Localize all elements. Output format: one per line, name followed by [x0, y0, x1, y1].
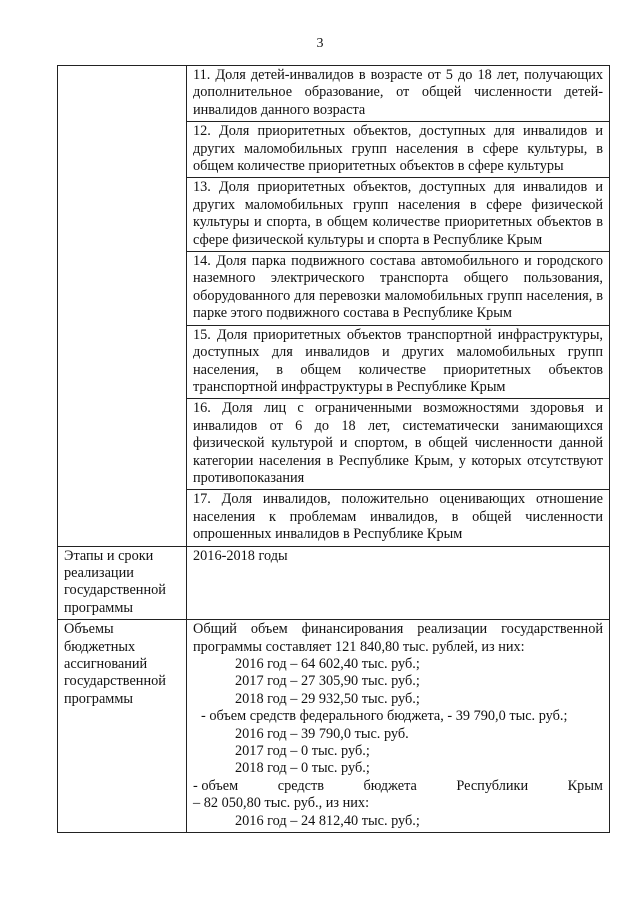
indicator-14: 14. Доля парка подвижного состава автомобильного и городского наземного электрического транспорта общего пользования, оборудованного для перевозки маломобильных групп населения, в парке этого подвижного состава в Республике Крым — [187, 252, 610, 326]
funding-federal-2017: 2017 год – 0 тыс. руб.; — [235, 743, 370, 760]
page-number: 3 — [316, 36, 324, 51]
table-row — [58, 546, 610, 620]
indicator-13: 13. Доля приоритетных объектов, доступных для инвалидов и других маломобильных групп населения в сфере физической культуры и спорта, в общем количестве приоритетных объектов в сфере физической культуры и спорта в Республике Крым — [187, 178, 610, 252]
funding-regional-word: - объем — [193, 777, 239, 794]
stages-label: Этапы и сроки реализации государственной программы — [58, 546, 187, 620]
table-row — [58, 66, 610, 122]
indicator-16: 16. Доля лиц с ограниченными возможностями здоровья и инвалидов от 6 до 18 лет, систематически занимающихся физической культурой и спортом, в общей численности данной категории населения в Республике Крым, у которых отсутствуют противопоказания — [187, 399, 610, 490]
funding-regional-word: бюджета — [363, 777, 417, 794]
program-passport-table — [57, 65, 610, 833]
indicators-label-cell — [58, 66, 187, 547]
funding-regional-word: средств — [277, 777, 324, 794]
funding-cell — [187, 620, 610, 833]
indicator-17: 17. Доля инвалидов, положительно оценивающих отношение населения к проблемам инвалидов, в общей численности опрошенных инвалидов в Республике Крым — [187, 490, 610, 546]
indicator-11: 11. Доля детей-инвалидов в возрасте от 5 до 18 лет, получающих дополнительное образование, от общей численности детей-инвалидов данного возраста — [187, 66, 610, 122]
funding-regional — [193, 778, 603, 795]
funding-total-2017: 2017 год – 27 305,90 тыс. руб.; — [235, 673, 420, 690]
funding-regional-tail: – 82 050,80 тыс. руб., из них: — [193, 795, 370, 812]
table-row — [58, 620, 610, 833]
funding-total-2018: 2018 год – 29 932,50 тыс. руб.; — [235, 690, 420, 707]
funding-regional-word: Крым — [567, 777, 603, 794]
funding-total-2016: 2016 год – 64 602,40 тыс. руб.; — [235, 656, 420, 672]
funding-total: Общий объем финансирования реализации государственной программы составляет 121 840,80 тыс. рублей, из них: — [193, 621, 603, 655]
stages-value: 2016-2018 годы — [187, 546, 610, 620]
funding-regional-2016: 2016 год – 24 812,40 тыс. руб.; — [235, 812, 420, 829]
funding-label: Объемы бюджетных ассигнований государственной программы — [58, 620, 187, 833]
funding-regional-word: Республики — [456, 777, 529, 794]
funding-federal-2018: 2018 год – 0 тыс. руб.; — [235, 760, 370, 777]
funding-federal: - объем средств федерального бюджета, - 39 790,0 тыс. руб.; — [201, 708, 568, 725]
funding-federal-2016: 2016 год – 39 790,0 тыс. руб. — [235, 725, 409, 742]
indicator-12: 12. Доля приоритетных объектов, доступных для инвалидов и других маломобильных групп населения в сфере культуры, в общем количестве приоритетных объектов в сфере культуры — [187, 122, 610, 178]
indicator-15: 15. Доля приоритетных объектов транспортной инфраструктуры, доступных для инвалидов и других маломобильных групп населения, в общем количестве приоритетных объектов транспортной инфраструктуры в Республике Крым — [187, 325, 610, 399]
